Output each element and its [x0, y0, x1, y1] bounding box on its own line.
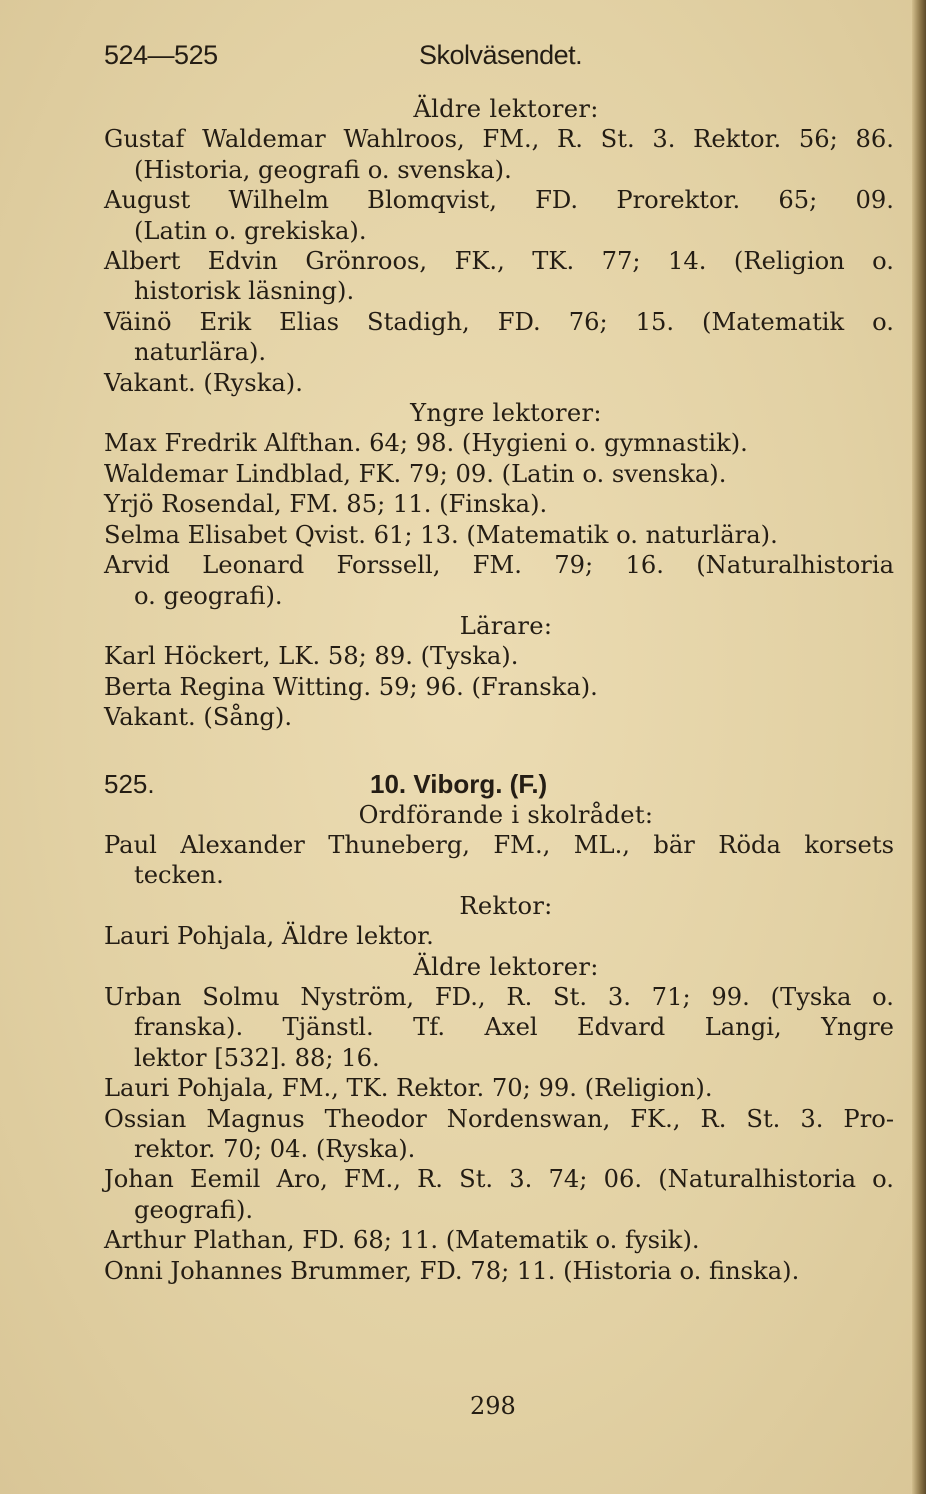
section-heading-yngre-lektorer: Yngre lektorer: — [410, 399, 602, 428]
entry-first-line: Johan Eemil Aro, FM., R. St. 3. 74; 06. (Naturalhistoria o. — [104, 1165, 894, 1194]
entry-first-line: Waldemar Lindblad, FK. 79; 09. (Latin o. svenska). — [104, 459, 727, 488]
entry-first-line: Lauri Pohjala, FM., TK. Rektor. 70; 99. (Religion). — [104, 1074, 713, 1103]
staff-entry — [104, 124, 894, 185]
entry-continuation-line: historisk läsning). — [134, 277, 355, 306]
entry-first-line: Berta Regina Witting. 59; 96. (Franska). — [104, 672, 598, 701]
entry-first-line: Onni Johannes Brummer, FD. 78; 11. (Historia o. finska). — [104, 1256, 800, 1285]
section-number: 525. — [104, 768, 155, 799]
entry-first-line: Väinö Erik Elias Stadigh, FD. 76; 15. (Matematik o. — [104, 307, 894, 336]
staff-entry — [104, 641, 894, 671]
header-title: Skolväsendet. — [419, 40, 583, 70]
entry-list-larare-524 — [104, 641, 894, 732]
entry-continuation-line: rektor. 70; 04. (Ryska). — [134, 1135, 416, 1163]
entry-list-ordforande — [104, 830, 894, 891]
staff-entry — [104, 489, 894, 519]
entry-first-line: Gustaf Waldemar Wahlroos, FM., R. St. 3. Rektor. 56; 86. — [104, 125, 894, 154]
section-heading-larare: Lärare: — [459, 611, 553, 640]
entry-first-line: Albert Edvin Grönroos, FK., TK. 77; 14. (Religion o. — [104, 247, 894, 276]
section-heading-aldre-lektorer: Äldre lektorer: — [413, 95, 599, 123]
entry-list-yngre-524 — [104, 428, 894, 610]
section-title: 10. Viborg. (F.) — [370, 768, 548, 799]
staff-entry — [104, 550, 894, 611]
entry-continuation-line: o. geografi). — [134, 581, 283, 610]
entry-first-line: Vakant. (Sång). — [104, 703, 293, 732]
entry-continuation-line: (Latin o. grekiska). — [134, 216, 367, 245]
entry-first-line: Arthur Plathan, FD. 68; 11. (Matematik o. fysik). — [104, 1226, 700, 1255]
running-header — [104, 40, 890, 76]
staff-entry — [104, 1256, 894, 1286]
section-heading-ordforande: Ordförande i skolrådet: — [358, 800, 654, 829]
staff-entry — [104, 672, 894, 702]
staff-entry — [104, 368, 894, 398]
entry-continuation-line: geografi). — [134, 1195, 254, 1224]
entry-first-line: Karl Höckert, LK. 58; 89. (Tyska). — [104, 642, 519, 671]
staff-entry — [104, 185, 894, 246]
entry-continuation-line: naturlära). — [134, 338, 267, 367]
book-spine-edge — [912, 0, 926, 1494]
section-heading-aldre-lektorer-525: Äldre lektorer: — [413, 952, 599, 981]
entry-continuation-line: tecken. — [134, 861, 224, 890]
entry-continuation-line: lektor [532]. 88; 16. — [134, 1043, 380, 1072]
entry-list-aldre-524 — [104, 124, 894, 398]
staff-entry — [104, 307, 894, 368]
entry-first-line: Yrjö Rosendal, FM. 85; 11. (Finska). — [104, 490, 548, 519]
staff-entry — [104, 702, 894, 732]
entry-first-line: Selma Elisabet Qvist. 61; 13. (Matematik o. naturlära). — [104, 520, 778, 549]
staff-entry — [104, 1104, 894, 1165]
header-page-range: 524—525 — [104, 40, 218, 70]
entry-first-line: Max Fredrik Alfthan. 64; 98. (Hygieni o. gymnastik). — [104, 429, 748, 458]
entry-list-aldre-525 — [104, 982, 894, 1286]
staff-entry — [104, 246, 894, 307]
staff-entry — [104, 1073, 894, 1103]
entry-continuation-line: franska). Tjänstl. Tf. Axel Edvard Langi, Yngre — [134, 1013, 894, 1042]
entry-first-line: August Wilhelm Blomqvist, FD. Prorektor. 65; 09. — [104, 186, 894, 215]
entry-continuation-line: (Historia, geografi o. svenska). — [134, 155, 512, 184]
staff-entry — [104, 1164, 894, 1225]
staff-entry — [104, 1225, 894, 1255]
staff-entry — [104, 459, 894, 489]
page-body — [104, 94, 894, 1286]
entry-first-line: Lauri Pohjala, Äldre lektor. — [104, 922, 434, 951]
entry-list-rektor — [104, 921, 894, 951]
staff-entry — [104, 921, 894, 951]
staff-entry — [104, 830, 894, 891]
staff-entry — [104, 982, 894, 1073]
entry-first-line: Urban Solmu Nyström, FD., R. St. 3. 71; 99. (Tyska o. — [104, 982, 894, 1011]
staff-entry — [104, 520, 894, 550]
entry-first-line: Arvid Leonard Forssell, FM. 79; 16. (Naturalhistoria — [104, 551, 894, 580]
entry-first-line: Ossian Magnus Theodor Nordenswan, FK., R. St. 3. Pro- — [104, 1104, 894, 1133]
entry-first-line: Vakant. (Ryska). — [104, 368, 303, 397]
section-heading-rektor: Rektor: — [459, 891, 553, 920]
page-number: 298 — [470, 1392, 516, 1420]
entry-first-line: Paul Alexander Thuneberg, FM., ML., bär Röda korsets — [104, 830, 894, 859]
section-gap — [104, 733, 894, 763]
staff-entry — [104, 428, 894, 458]
section-525-title-row — [104, 769, 894, 800]
